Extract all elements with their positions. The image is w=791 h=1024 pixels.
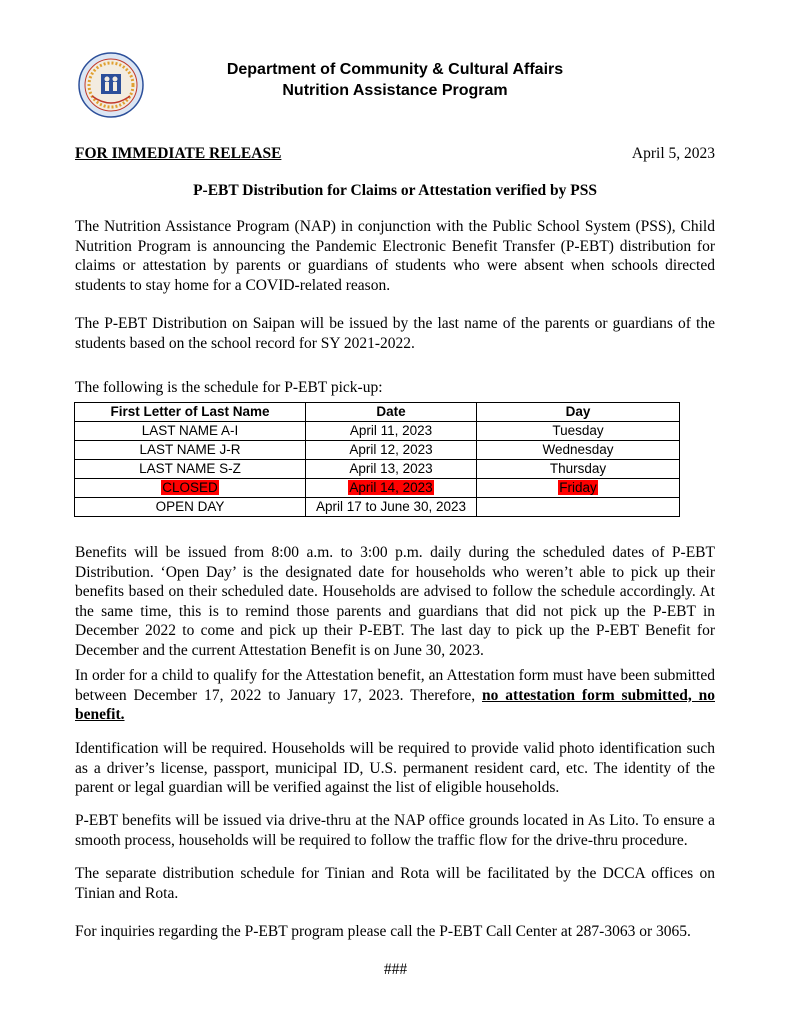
table-cell [75, 479, 306, 498]
table-cell [477, 479, 680, 498]
inquiries-paragraph: For inquiries regarding the P-EBT program please call the P-EBT Call Center at 287-3063 or 3065. [75, 923, 691, 940]
schedule-intro: The following is the schedule for P-EBT pick-up: [75, 379, 383, 396]
table-cell: April 11, 2023 [306, 422, 477, 441]
column-header: Day [477, 403, 680, 422]
table-cell: Thursday [477, 460, 680, 479]
table-row [75, 441, 680, 460]
table-cell: LAST NAME A-I [75, 422, 306, 441]
column-header: First Letter of Last Name [75, 403, 306, 422]
org-title: Department of Community & Cultural Affairs [226, 61, 564, 78]
drive-thru-paragraph: P-EBT benefits will be issued via drive-thru at the NAP office grounds located in As Lito. To ensure a smooth process, households will be required to follow the traffic flow for the drive-thru procedure. [75, 812, 715, 849]
attestation-emphasis: no attestation form submitted, no benefit. [75, 686, 715, 723]
table-row [75, 498, 680, 517]
headline: P-EBT Distribution for Claims or Attestation verified by PSS [193, 182, 597, 199]
table-cell [477, 498, 680, 517]
intro-paragraph: The Nutrition Assistance Program (NAP) in conjunction with the Public School System (PSS), Child Nutrition Program is announcing the Pandemic Electronic Benefit Transfer (P-EBT) distribution for claims or attestation by parents or guardians of students who were absent when schools directed students to stay home for a COVID-related reason. [75, 218, 715, 294]
attestation-text: In order for a child to qualify for the Attestation benefit, an Attestation form must have been submitted between December 17, 2022 to January 17, 2023. Therefore, [75, 667, 715, 704]
table-row [75, 422, 680, 441]
release-date: April 5, 2023 [631, 145, 715, 162]
tinian-rota-paragraph: The separate distribution schedule for Tinian and Rota will be facilitated by the DCCA offices on Tinian and Rota. [75, 865, 715, 902]
table-cell: April 17 to June 30, 2023 [306, 498, 477, 517]
dcca-seal-logo [78, 52, 144, 118]
column-header: Date [306, 403, 477, 422]
closed-date-highlight: April 14, 2023 [349, 480, 433, 495]
table-cell: LAST NAME J-R [75, 441, 306, 460]
release-label: FOR IMMEDIATE RELEASE [75, 145, 282, 162]
identification-paragraph: Identification will be required. Households will be required to provide valid photo identification such as a driver’s license, passport, municipal ID, U.S. permanent resident card, etc. The identity of the parent or legal guardian will be verified against the list of eligible households. [75, 740, 715, 796]
table-cell: LAST NAME S-Z [75, 460, 306, 479]
table-header-row [75, 403, 680, 422]
table-cell: April 12, 2023 [306, 441, 477, 460]
table-row [75, 460, 680, 479]
table-row-closed [75, 479, 680, 498]
table-cell: April 13, 2023 [306, 460, 477, 479]
attestation-paragraph [75, 666, 715, 725]
table-cell: OPEN DAY [75, 498, 306, 517]
benefits-paragraph: Benefits will be issued from 8:00 a.m. to 3:00 p.m. daily during the scheduled dates of P-EBT Distribution. ‘Open Day’ is the designated date for households who weren’t able to pick up their benefits based on their scheduled date. Households are advised to follow the schedule accordingly. At the same time, this is to remind those parents and guardians that did not pick up the P-EBT in December 2022 to come and pick up their P-EBT. The last day to pick up the P-EBT Benefit for December and the current Attestation Benefit is on June 30, 2023. [75, 544, 715, 659]
closed-day-highlight: Friday [559, 480, 597, 495]
table-cell: Tuesday [477, 422, 680, 441]
saipan-paragraph: The P-EBT Distribution on Saipan will be issued by the last name of the parents or guardians of the students based on the school record for SY 2021-2022. [75, 315, 715, 352]
schedule-table [74, 402, 680, 517]
end-marker: ### [383, 961, 408, 978]
table-cell [306, 479, 477, 498]
program-title: Nutrition Assistance Program [282, 82, 508, 99]
table-cell: Wednesday [477, 441, 680, 460]
closed-highlight: CLOSED [162, 480, 218, 495]
